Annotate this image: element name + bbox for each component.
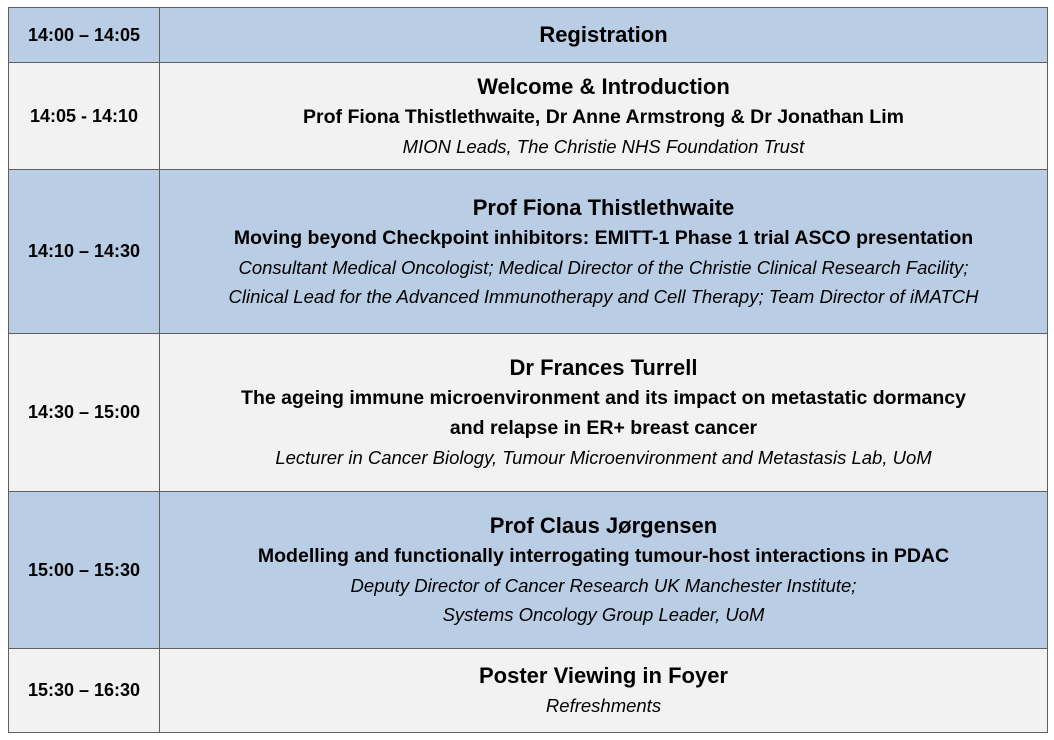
session-talk-title: Modelling and functionally interrogating tumour-host interactions in PDAC (257, 545, 950, 567)
agenda-row-thistlethwaite (9, 170, 1048, 334)
session-affiliation: MION Leads, The Christie NHS Foundation Trust (402, 135, 805, 157)
agenda-row-welcome (9, 63, 1048, 170)
session-details (160, 334, 1048, 492)
session-affiliation: Refreshments (545, 695, 662, 716)
agenda-row-poster-viewing (9, 649, 1048, 733)
session-time: 15:30 – 16:30 (9, 649, 160, 733)
session-talk-title: and relapse in ER+ breast cancer (449, 417, 758, 439)
agenda-row-jorgensen (9, 492, 1048, 649)
session-talk-title: The ageing immune microenvironment and its impact on metastatic dormancy (241, 387, 966, 409)
session-title: Poster Viewing in Foyer (479, 663, 728, 688)
session-details (160, 649, 1048, 733)
agenda-row-turrell (9, 334, 1048, 492)
session-talk-title: Moving beyond Checkpoint inhibitors: EMITT-1 Phase 1 trial ASCO presentation (233, 226, 974, 249)
session-time: 14:00 – 14:05 (9, 8, 160, 63)
session-affiliation: Systems Oncology Group Leader, UoM (442, 604, 765, 625)
session-affiliation: Clinical Lead for the Advanced Immunotherapy and Cell Therapy; Team Director of iMATCH (228, 285, 979, 307)
session-title: Prof Fiona Thistlethwaite (472, 194, 735, 220)
session-time: 14:10 – 14:30 (9, 170, 160, 334)
session-details (160, 492, 1048, 649)
session-title: Dr Frances Turrell (509, 355, 698, 380)
agenda-table (8, 7, 1048, 733)
session-title: Welcome & Introduction (477, 73, 730, 99)
session-details (160, 63, 1048, 170)
session-affiliation: Lecturer in Cancer Biology, Tumour Microenvironment and Metastasis Lab, UoM (275, 447, 932, 468)
session-title: Prof Claus Jørgensen (489, 513, 718, 538)
session-time: 15:00 – 15:30 (9, 492, 160, 649)
session-speakers: Prof Fiona Thistlethwaite, Dr Anne Armstrong & Dr Jonathan Lim (303, 105, 904, 128)
agenda-row-registration (9, 8, 1048, 63)
session-time: 14:30 – 15:00 (9, 334, 160, 492)
session-affiliation: Consultant Medical Oncologist; Medical Director of the Christie Clinical Research Facility; (238, 256, 969, 278)
session-details (160, 170, 1048, 334)
session-details (160, 8, 1048, 63)
session-title: Registration (539, 22, 668, 47)
session-time: 14:05 - 14:10 (9, 63, 160, 170)
session-affiliation: Deputy Director of Cancer Research UK Manchester Institute; (350, 575, 857, 596)
